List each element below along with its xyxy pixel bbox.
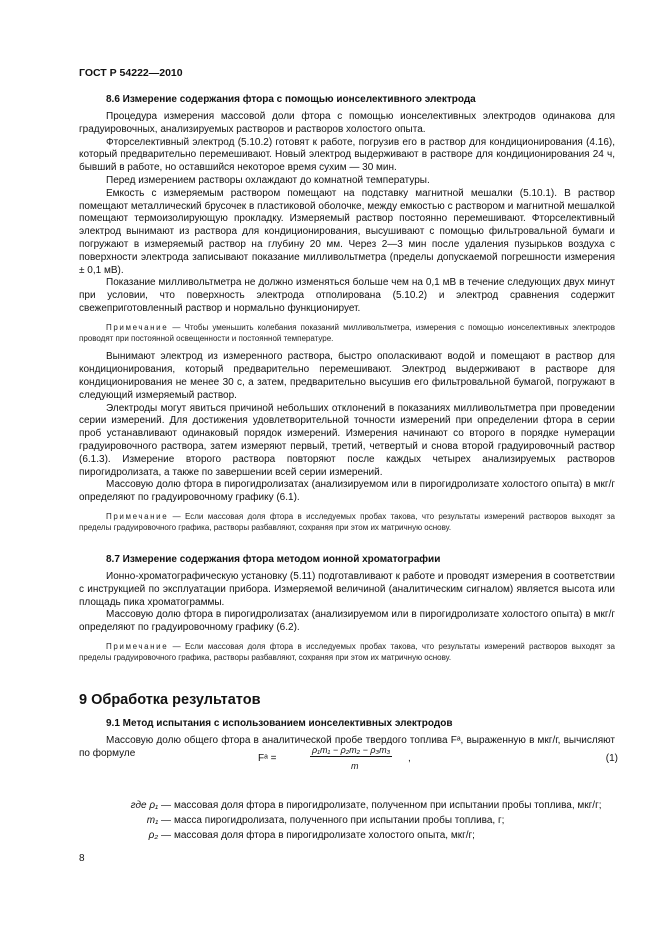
note-text: — Если массовая доля фтора в исследуемых пробах таковa, что результаты измерений растворов выходят за пределы градуировочного графика, растворы разбавляют, сохраняя при этом их матричную основу. bbox=[79, 641, 615, 662]
paragraph: Показание милливольтметра не должно изменяться больше чем на 0,1 мВ в течение следующих двух минут при условии, что поверхность электрода отполирована (5.10.2) и электрод сравнения содержит свежеприготовленный раствор и нормально функционирует. bbox=[79, 277, 615, 314]
section-heading: 8.7 Измерение содержания фтора методом ионной хроматографии bbox=[106, 554, 441, 565]
section-heading: 9.1 Метод испытания с использованием ионселективных электродов bbox=[106, 718, 453, 729]
section-8-7 bbox=[79, 554, 615, 664]
definition-row bbox=[79, 800, 619, 815]
paragraph: Перед измерением растворы охлаждают до комнатной температуры. bbox=[106, 174, 430, 186]
formula bbox=[258, 745, 618, 777]
note-label: Примечание bbox=[106, 322, 169, 332]
note-label: Примечание bbox=[106, 641, 169, 651]
definition-symbol: ρ₂ — bbox=[148, 830, 171, 841]
paragraph: Электроды могут явиться причиной небольших отклонений в показаниях милливольтметра при проведении серии измерений. Для достижения удовлетворительной точности измерений при определении фтора в серии проб устанавливают одинаковый порядок измерений. Измерения начинают со второго в порядке нумерации градуировочного раствора, затем измеряют первый, третий, четвертый и снова второй градуировочный раствор (6.1.3). Измерение второго раствора повторяют после каждых четырех анализируемых растворов пирогидролизата, а также по завершении всей серии измерений. bbox=[79, 402, 615, 478]
note bbox=[79, 512, 615, 534]
paragraph: Массовую долю общего фтора в аналитической пробе твердого топлива Fᵃ, выраженную в мкг/г, вычисляют по формуле bbox=[79, 735, 615, 759]
definition-text: масса пирогидролизата, полученного при испытании пробы топлива, г; bbox=[174, 815, 505, 826]
paragraph: Массовую долю фтора в пирогидролизатах (анализируемом или в пирогидролизате холостого опыта) в мкг/г определяют по градуировочному графику (6.2). bbox=[79, 609, 615, 634]
formula-number: (1) bbox=[605, 753, 618, 764]
paragraph: Вынимают электрод из измеренного раствора, быстро ополаскивают водой и помещают в раствор для кондиционирования, который предварительно перемешивают. Электрод выдерживают в растворе для кондиционирования не менее 30 с, а затем, предварительно высушив его фильтровальной бумагой, погружают в следующий измеряемый раствор. bbox=[79, 351, 615, 401]
formula-lhs: Fᵃ = bbox=[258, 753, 277, 764]
definition-text: массовая доля фтора в пирогидролизате холостого опыта, мкг/г; bbox=[174, 830, 475, 841]
definition-row bbox=[79, 815, 619, 830]
document-header: ГОСТ Р 54222—2010 bbox=[79, 67, 183, 79]
formula-numerator: ρ₁m₁ − ρ₂m₂ − ρ₃m₃ bbox=[312, 745, 391, 755]
note-text: — Если массовая доля фтора в исследуемых пробах такова, что результаты измерений растворов выходят за пределы градуировочного графика, растворы разбавляют, сохраняя при этом их матричную основу. bbox=[79, 511, 615, 532]
formula-denominator: m bbox=[351, 761, 359, 771]
paragraph: Ионно-хроматографическую установку (5.11) подготавливают к работе и проводят измерения в соответствии с инструкцией по эксплуатации прибора. Измеряемой величиной (аналитическим сигналом) является высота или площадь пика хроматограммы. bbox=[79, 571, 615, 608]
paragraph: Массовую долю фтора в пирогидролизатах (анализируемом или в пирогидролизате холостого опыта) в мкг/г определяют по градуировочному графику (6.1). bbox=[79, 479, 615, 504]
paragraph: Процедура измерения массовой доли фтора с помощью ионселективных электродов одинакова для градуировочных, анализируемых растворов и растворов холостого опыта. bbox=[79, 111, 615, 135]
note bbox=[79, 642, 615, 664]
definition-text: массовая доля фтора в пирогидролизате, полученном при испытании пробы топлива, мкг/г; bbox=[174, 800, 602, 811]
note bbox=[79, 323, 615, 345]
paragraph: Фторселективный электрод (5.10.2) готовят к работе, погрузив его в раствор для кондиционирования (4.16), который предварительно перемешивают. Новый электрод выдерживают в растворе для кондиционирования 24 ч, бывший в работе, но оставшийся некоторое время сухим — 30 мин. bbox=[79, 136, 615, 174]
page-number: 8 bbox=[79, 853, 85, 864]
section-8-6 bbox=[79, 94, 615, 534]
paragraph: Емкость с измеряемым раствором помещают на подставку магнитной мешалки (5.10.1). В раствор помещают металлический брусочек в пластиковой оболочке, между емкостью с раствором и магнитной мешалкой помещают термоизолирующую прокладку. Измеряемый раствор постоянно перемешивают. Фторселективный электрод вынимают из раствора для кондиционирования, высушивают с помощью фильтровальной бумаги и погружают в измеряемый раствор на глубину 20 мм. Через 2—3 мин после удаления пузырьков воздуха с поверхности электрода записывают показание милливольтметра (пределы допускаемой погрешности измерения ± 0,1 мВ). bbox=[79, 187, 615, 276]
definition-row bbox=[79, 830, 619, 845]
formula-comma: , bbox=[408, 753, 411, 764]
definition-symbol: m₁ — bbox=[146, 815, 171, 826]
chapter-heading: 9 Обработка результатов bbox=[79, 692, 261, 708]
section-heading: 8.6 Измерение содержания фтора с помощью ионселективного электрода bbox=[106, 94, 476, 105]
definition-symbol: где ρ₁ — bbox=[130, 800, 171, 811]
variable-definitions bbox=[79, 800, 619, 845]
note-label: Примечание bbox=[106, 511, 169, 521]
note-text: — Чтобы уменьшить колебания показаний милливольтметра, измерения с помощью ионселективных электродов проводят при постоянной освещенности и постоянной температуре. bbox=[79, 322, 615, 343]
